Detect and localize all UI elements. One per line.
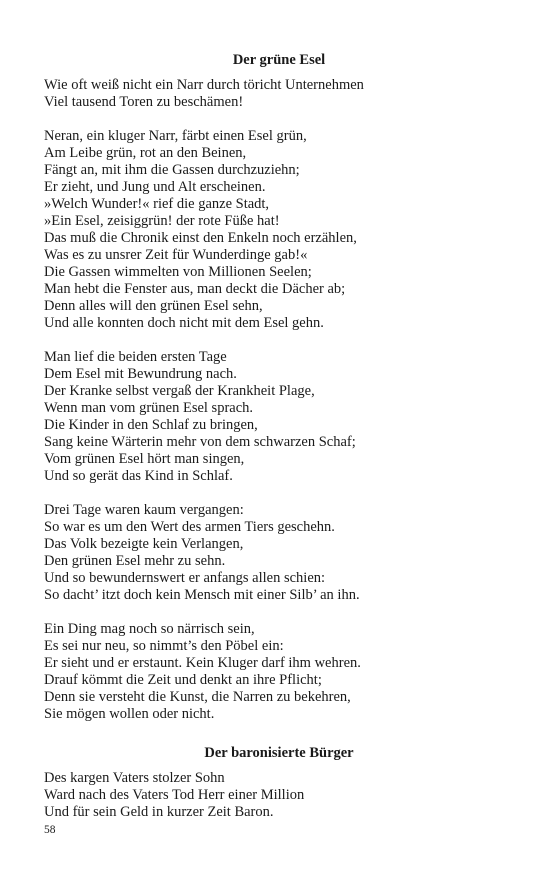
verse-line: Wie oft weiß nicht ein Narr durch töricht Unternehmen	[44, 77, 364, 93]
verse-line: Der Kranke selbst vergaß der Krankheit Plage,	[44, 383, 315, 399]
verse-line: Ward nach des Vaters Tod Herr einer Million	[44, 787, 305, 803]
book-page	[44, 52, 514, 821]
verse-line: Und so gerät das Kind in Schlaf.	[44, 468, 233, 484]
verse-line: Das Volk bezeigte kein Verlangen,	[44, 536, 244, 552]
verse-line: Man lief die beiden ersten Tage	[44, 349, 227, 365]
poem-body-der-gruene-esel	[44, 77, 514, 723]
verse-line: So dacht’ itzt doch kein Mensch mit einer Silb’ an ihn.	[44, 587, 360, 603]
verse-line: Und alle konnten doch nicht mit dem Esel gehn.	[44, 315, 324, 331]
stanza	[44, 621, 514, 723]
stanza	[44, 77, 514, 111]
verse-line: Er sieht und er erstaunt. Kein Kluger darf ihm wehren.	[44, 655, 361, 671]
verse-line: Sie mögen wollen oder nicht.	[44, 706, 215, 722]
verse-line: Denn alles will den grünen Esel sehn,	[44, 298, 263, 314]
poem-title-der-gruene-esel: Der grüne Esel	[232, 52, 326, 68]
verse-line: Was es zu unsrer Zeit für Wunderdinge gab!«	[44, 247, 308, 263]
verse-line: Drei Tage waren kaum vergangen:	[44, 502, 244, 518]
verse-line: Und so bewundernswert er anfangs allen schien:	[44, 570, 326, 586]
verse-line: Des kargen Vaters stolzer Sohn	[44, 770, 225, 786]
page-number: 58	[44, 824, 56, 836]
verse-line: Vom grünen Esel hört man singen,	[44, 451, 245, 467]
verse-line: Viel tausend Toren zu beschämen!	[44, 94, 244, 110]
verse-line: Man hebt die Fenster aus, man deckt die Dächer ab;	[44, 281, 346, 297]
poem-body-der-baronisierte-buerger	[44, 770, 514, 821]
verse-line: Er zieht, und Jung und Alt erscheinen.	[44, 179, 266, 195]
verse-line: Wenn man vom grünen Esel sprach.	[44, 400, 254, 416]
verse-line: Dem Esel mit Bewundrung nach.	[44, 366, 237, 382]
stanza	[44, 349, 514, 485]
verse-line: Neran, ein kluger Narr, färbt einen Esel grün,	[44, 128, 307, 144]
verse-line: Drauf kömmt die Zeit und denkt an ihre Pflicht;	[44, 672, 322, 688]
verse-line: So war es um den Wert des armen Tiers geschehn.	[44, 519, 335, 535]
stanza	[44, 128, 514, 332]
verse-line: »Welch Wunder!« rief die ganze Stadt,	[44, 196, 270, 212]
verse-line: Die Kinder in den Schlaf zu bringen,	[44, 417, 258, 433]
verse-line: Und für sein Geld in kurzer Zeit Baron.	[44, 804, 274, 820]
verse-line: Die Gassen wimmelten von Millionen Seelen;	[44, 264, 312, 280]
verse-line: Fängt an, mit ihm die Gassen durchzuziehn;	[44, 162, 300, 178]
stanza	[44, 770, 514, 821]
poem-title-der-baronisierte-buerger: Der baronisierte Bürger	[204, 745, 354, 761]
verse-line: Ein Ding mag noch so närrisch sein,	[44, 621, 255, 637]
verse-line: Das muß die Chronik einst den Enkeln noch erzählen,	[44, 230, 357, 246]
verse-line: Es sei nur neu, so nimmt’s den Pöbel ein:	[44, 638, 284, 654]
verse-line: Am Leibe grün, rot an den Beinen,	[44, 145, 247, 161]
verse-line: Sang keine Wärterin mehr von dem schwarzen Schaf;	[44, 434, 356, 450]
stanza	[44, 502, 514, 604]
verse-line: Den grünen Esel mehr zu sehn.	[44, 553, 226, 569]
verse-line: Denn sie versteht die Kunst, die Narren zu bekehren,	[44, 689, 351, 705]
verse-line: »Ein Esel, zeisiggrün! der rote Füße hat!	[44, 213, 280, 229]
